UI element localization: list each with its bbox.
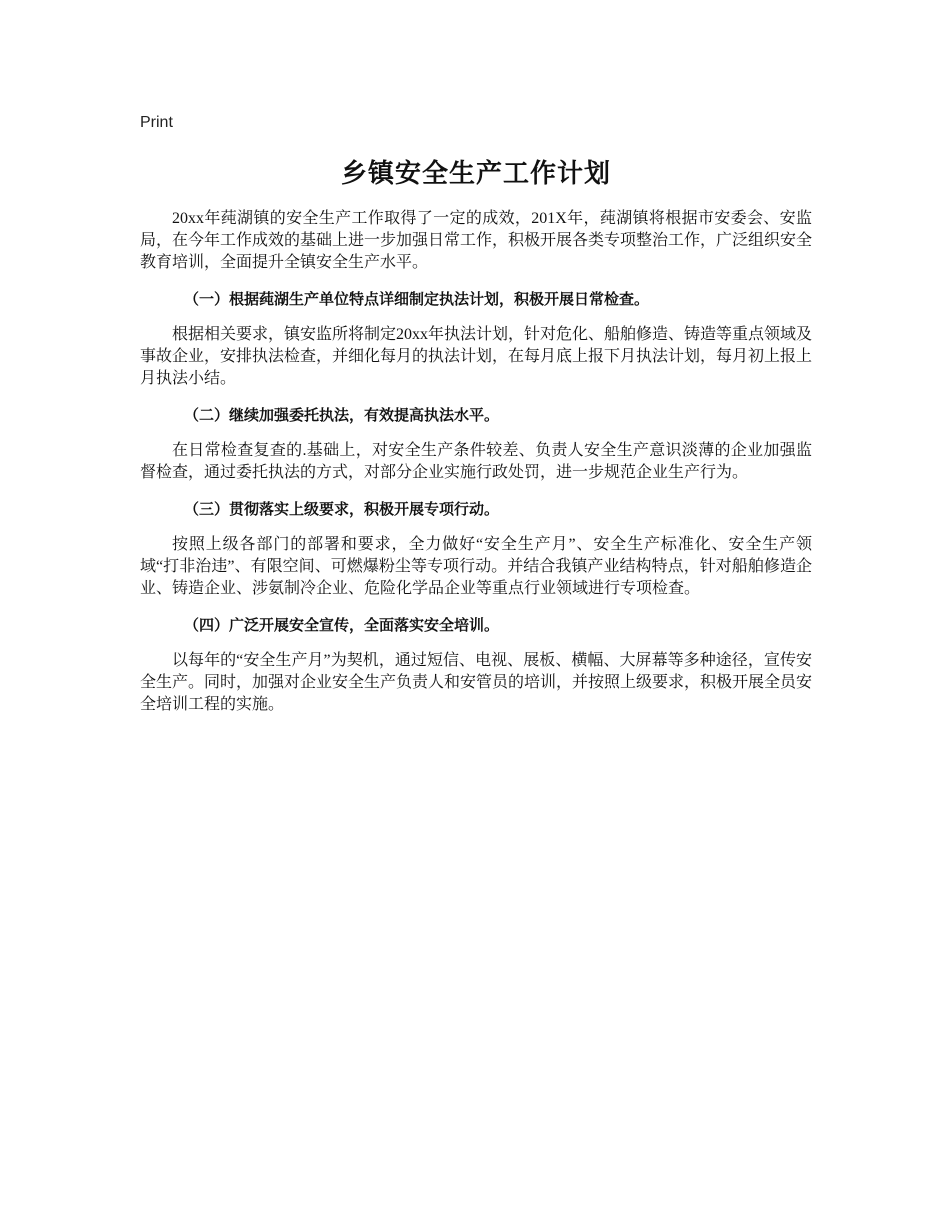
section-heading: （四）广泛开展安全宣传，全面落实安全培训。 <box>184 616 500 634</box>
section-body: 在日常检查复查的.基础上，对安全生产条件较差、负责人安全生产意识淡薄的企业加强监督检查，通过委托执法的方式，对部分企业实施行政处罚，进一步规范企业生产行为。 <box>140 442 812 481</box>
section-3 <box>140 498 812 600</box>
section-body: 根据相关要求，镇安监所将制定20xx年执法计划，针对危化、船舶修造、铸造等重点领域及事故企业，安排执法检查，并细化每月的执法计划，在每月底上报下月执法计划，每月初上报上月执法小结。 <box>140 326 813 387</box>
print-link[interactable]: Print <box>140 114 173 131</box>
section-heading: （二）继续加强委托执法，有效提高执法水平。 <box>184 406 500 424</box>
section-heading: （三）贯彻落实上级要求，积极开展专项行动。 <box>184 500 500 518</box>
section-body: 按照上级各部门的部署和要求，全力做好“安全生产月”、安全生产标准化、安全生产领域“打非治违”、有限空间、可燃爆粉尘等专项行动。并结合我镇产业结构特点，针对船舶修造企业、铸造企业、涉氨制冷企业、危险化学品企业等重点行业领域进行专项检查。 <box>140 536 812 597</box>
section-heading: （一）根据莼湖生产单位特点详细制定执法计划，积极开展日常检查。 <box>184 290 650 308</box>
intro-paragraph: 20xx年莼湖镇的安全生产工作取得了一定的成效，201X年，莼湖镇将根据市安委会、安监局，在今年工作成效的基础上进一步加强日常工作，积极开展各类专项整治工作，广泛组织安全教育培训，全面提升全镇安全生产水平。 <box>140 210 813 271</box>
section-body: 以每年的“安全生产月”为契机，通过短信、电视、展板、横幅、大屏幕等多种途径，宣传安全生产。同时，加强对企业安全生产负责人和安管员的培训，并按照上级要求，积极开展全员安全培训工程的实施。 <box>140 652 813 713</box>
document-page <box>140 112 812 730</box>
section-2 <box>140 404 812 484</box>
section-4 <box>140 614 812 716</box>
document-title: 乡镇安全生产工作计划 <box>340 159 611 189</box>
section-1 <box>140 288 812 390</box>
